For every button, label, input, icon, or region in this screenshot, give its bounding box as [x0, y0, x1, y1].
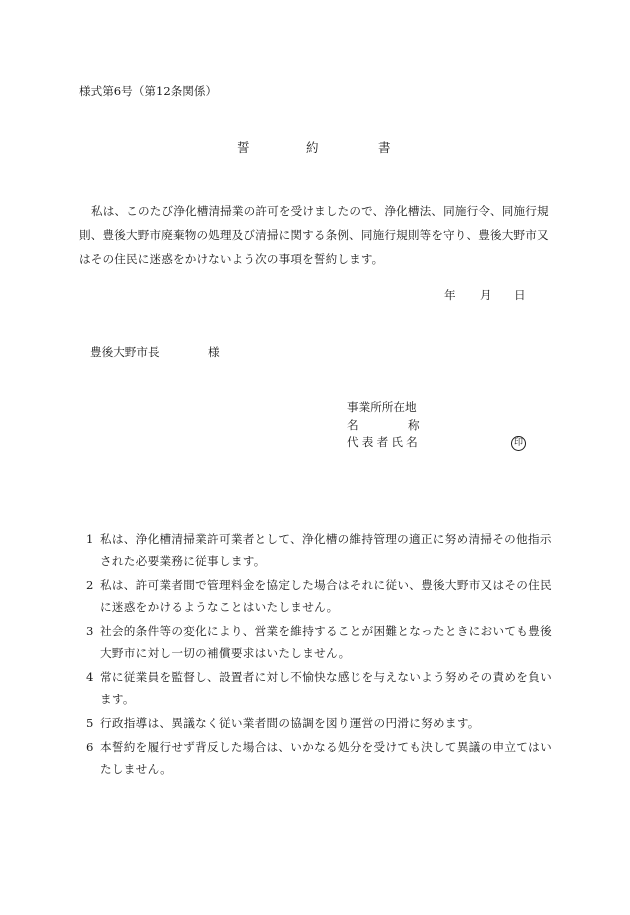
seal-mark-icon: 印 — [511, 436, 526, 451]
title-char-3: 書 — [378, 140, 391, 155]
pledge-item-text: 本誓約を履行せず背反した場合は、いかなる処分を受けても決して異議の申立てはいたしません。 — [100, 740, 552, 776]
business-address-label: 事業所所在地 — [347, 400, 417, 414]
representative-name-label: 代表者氏名 — [347, 435, 421, 449]
pledge-item — [78, 620, 552, 664]
business-name-label-part1: 名 — [347, 418, 359, 432]
pledge-item — [78, 666, 552, 710]
pledge-item-number: 6 — [86, 740, 94, 754]
pledge-item-text: 行政指導は、異議なく従い業者間の協調を図り運営の円滑に努めます。 — [100, 716, 480, 730]
pledge-item-text: 私は、浄化槽清掃業許可業者として、浄化槽の維持管理の適正に努め清掃その他指示された必要業務に従事します。 — [100, 532, 552, 568]
date-day-label: 日 — [514, 288, 526, 302]
pledge-item-number: 5 — [86, 716, 94, 730]
business-name-label-part2: 称 — [408, 418, 420, 432]
pledge-item-number: 2 — [86, 578, 94, 592]
pledge-item-text: 社会的条件等の変化により、営業を維持することが困難となったときにおいても豊後大野市に対し一切の補償要求はいたしません。 — [100, 624, 552, 660]
pledge-item — [78, 712, 552, 734]
pledge-item-number: 4 — [86, 670, 94, 684]
date-month-label: 月 — [480, 288, 492, 302]
pledge-items-list — [78, 528, 552, 782]
pledge-item — [78, 574, 552, 618]
date-year-label: 年 — [444, 288, 456, 302]
title-char-2: 約 — [306, 140, 319, 155]
pledge-item — [78, 736, 552, 780]
intro-paragraph: 私は、このたび浄化槽清掃業の許可を受けましたので、浄化槽法、同施行令、同施行規則、豊後大野市廃棄物の処理及び清掃に関する条例、同施行規則等を守り、豊後大野市又はその住民に迷惑をかけないよう次の事項を誓約します。 — [79, 204, 549, 266]
pledge-item-text: 私は、許可業者間で管理料金を協定した場合はそれに従い、豊後大野市又はその住民に迷惑をかけるようなことはいたしません。 — [100, 578, 552, 614]
pledge-item-text: 常に従業員を監督し、設置者に対し不愉快な感じを与えないよう努めその責めを負います。 — [100, 670, 552, 706]
pledge-item-number: 1 — [86, 532, 94, 546]
title-char-1: 誓 — [237, 140, 250, 155]
pledge-item — [78, 528, 552, 572]
form-number: 様式第6号（第12条関係） — [79, 84, 218, 98]
addressee-honorific: 様 — [208, 345, 220, 359]
pledge-item-number: 3 — [86, 624, 94, 638]
addressee-name: 豊後大野市長 — [90, 345, 160, 359]
